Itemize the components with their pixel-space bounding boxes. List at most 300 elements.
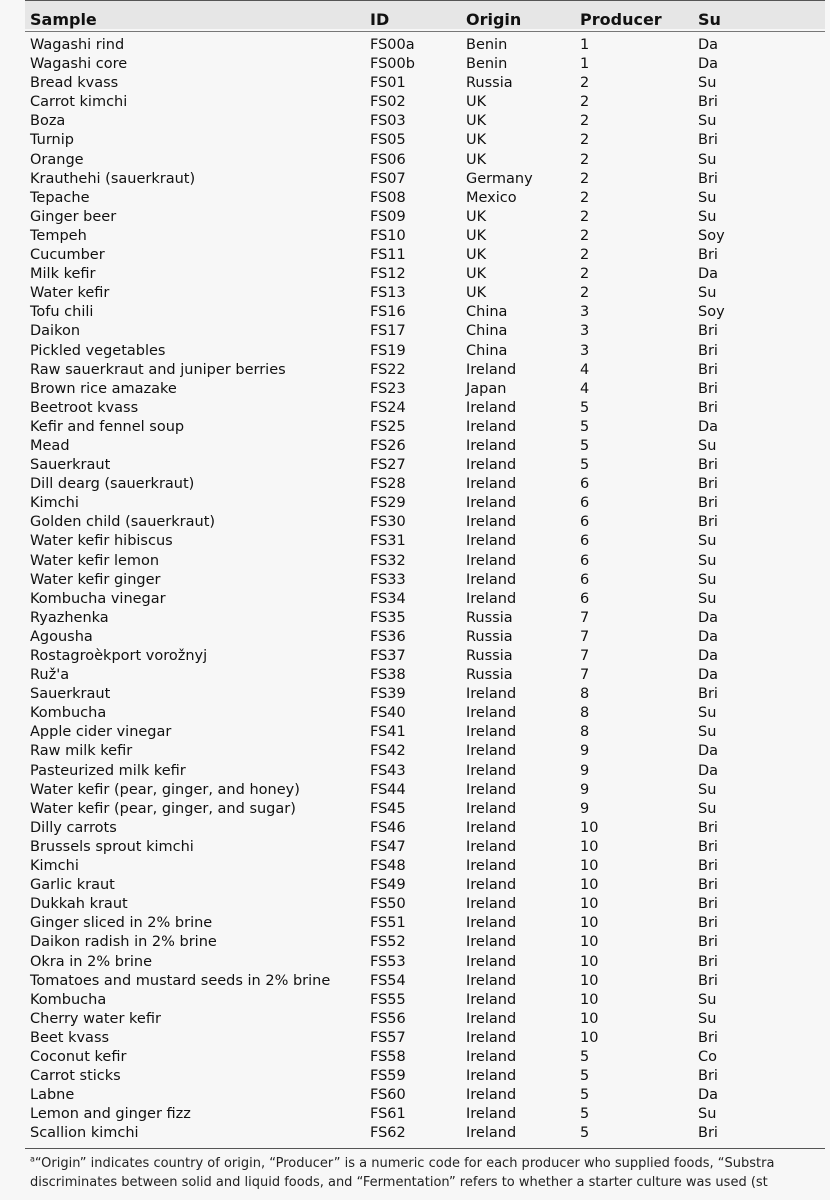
cell-origin: Ireland <box>466 953 517 970</box>
cell-sample: Tempeh <box>30 227 87 244</box>
cell-substrate: Da <box>698 648 719 664</box>
cell-producer: 2 <box>580 266 590 283</box>
cell-origin: Ireland <box>466 457 517 474</box>
table-row <box>25 361 825 380</box>
cell-id: FS42 <box>370 743 406 760</box>
cell-substrate: Da <box>698 37 719 53</box>
table-row <box>25 742 825 761</box>
cell-id: FS60 <box>370 1087 406 1104</box>
cell-id: FS25 <box>370 418 406 435</box>
cell-id: FS58 <box>370 1048 406 1065</box>
table-bottom-rule <box>25 1148 825 1149</box>
table-row <box>25 628 825 647</box>
cell-id: FS12 <box>370 266 406 283</box>
cell-origin: Ireland <box>466 437 517 454</box>
cell-origin: Ireland <box>466 514 517 531</box>
table-row <box>25 475 825 494</box>
table-row <box>25 1086 825 1105</box>
cell-id: FS57 <box>370 1029 406 1046</box>
cell-sample: Carrot kimchi <box>30 94 128 111</box>
cell-sample: Kombucha vinegar <box>30 590 166 607</box>
cell-producer: 10 <box>580 877 599 894</box>
cell-substrate: Bri <box>698 934 718 951</box>
cell-substrate: Su <box>698 724 717 741</box>
cell-substrate: Su <box>698 1010 717 1027</box>
cell-substrate: Bri <box>698 686 718 703</box>
cell-origin: Japan <box>466 380 507 397</box>
cell-producer: 6 <box>580 476 590 493</box>
cell-sample: Lemon and ginger fizz <box>30 1106 191 1123</box>
cell-origin: Ireland <box>466 781 517 798</box>
cell-producer: 5 <box>580 1048 590 1065</box>
cell-producer: 2 <box>580 189 590 206</box>
cell-sample: Raw milk kefir <box>30 743 133 760</box>
cell-id: FS24 <box>370 399 406 416</box>
cell-sample: Ginger sliced in 2% brine <box>30 915 213 932</box>
table-row <box>25 933 825 952</box>
cell-producer: 10 <box>580 972 599 989</box>
cell-producer: 9 <box>580 781 590 798</box>
cell-id: FS01 <box>370 75 406 92</box>
cell-sample: Kimchi <box>30 858 79 875</box>
cell-sample: Tofu chili <box>30 304 94 321</box>
cell-sample: Water kefir (pear, ginger, and sugar) <box>30 800 296 817</box>
cell-origin: Ireland <box>466 858 517 875</box>
table-row <box>25 991 825 1010</box>
cell-id: FS40 <box>370 705 406 722</box>
cell-substrate: Bri <box>698 247 718 264</box>
cell-id: FS51 <box>370 915 406 932</box>
cell-id: FS16 <box>370 304 406 321</box>
table-row <box>25 74 825 93</box>
cell-sample: Dukkah kraut <box>30 896 128 913</box>
cell-id: FS23 <box>370 380 406 397</box>
cell-sample: Golden child (sauerkraut) <box>30 514 216 531</box>
cell-origin: Russia <box>466 609 513 626</box>
cell-producer: 2 <box>580 227 590 244</box>
cell-id: FS61 <box>370 1106 406 1123</box>
table-footnote <box>30 1154 830 1192</box>
cell-substrate: Bri <box>698 342 718 359</box>
cell-id: FS54 <box>370 972 406 989</box>
table-row <box>25 342 825 361</box>
cell-producer: 4 <box>580 380 590 397</box>
cell-substrate: Su <box>698 571 717 588</box>
cell-id: FS59 <box>370 1068 406 1085</box>
cell-substrate: Bri <box>698 323 718 340</box>
cell-sample: Milk kefir <box>30 266 96 283</box>
cell-sample: Water kefir (pear, ginger, and honey) <box>30 781 300 798</box>
cell-id: FS50 <box>370 896 406 913</box>
cell-substrate: Bri <box>698 877 718 894</box>
cell-origin: Germany <box>466 170 533 187</box>
cell-origin: Russia <box>466 667 513 684</box>
cell-substrate: Da <box>698 743 719 760</box>
table-row <box>25 456 825 475</box>
cell-substrate: Su <box>698 189 717 206</box>
cell-producer: 9 <box>580 762 590 779</box>
cell-sample: Water kefir <box>30 285 110 302</box>
cell-origin: Ireland <box>466 1048 517 1065</box>
cell-substrate: Su <box>698 991 717 1008</box>
cell-origin: Ireland <box>466 571 517 588</box>
cell-producer: 5 <box>580 1106 590 1123</box>
cell-id: FS36 <box>370 628 406 645</box>
cell-substrate: Su <box>698 75 717 92</box>
table-row <box>25 1029 825 1048</box>
cell-id: FS62 <box>370 1125 406 1142</box>
cell-substrate: Su <box>698 437 717 454</box>
table-row <box>25 227 825 246</box>
cell-sample: Ginger beer <box>30 208 117 225</box>
cell-sample: Sauerkraut <box>30 686 111 703</box>
cell-producer: 5 <box>580 418 590 435</box>
cell-sample: Carrot sticks <box>30 1068 121 1085</box>
cell-substrate: Su <box>698 208 717 225</box>
cell-origin: Benin <box>466 37 508 53</box>
table-row <box>25 284 825 303</box>
cell-substrate: Bri <box>698 819 718 836</box>
cell-producer: 7 <box>580 667 590 684</box>
cell-producer: 5 <box>580 457 590 474</box>
table-top-rule <box>25 0 825 1</box>
cell-id: FS48 <box>370 858 406 875</box>
cell-id: FS38 <box>370 667 406 684</box>
table-row <box>25 781 825 800</box>
table-row <box>25 876 825 895</box>
cell-sample: Apple cider vinegar <box>30 724 172 741</box>
table-row <box>25 246 825 265</box>
cell-origin: Ireland <box>466 552 517 569</box>
cell-substrate: Da <box>698 266 719 283</box>
cell-origin: Ireland <box>466 800 517 817</box>
cell-origin: Ireland <box>466 724 517 741</box>
footnote-text-1: “Origin” indicates country of origin, “Producer” is a numeric code for each producer who supplied foods, “Substra <box>34 1156 775 1171</box>
cell-id: FS46 <box>370 819 406 836</box>
cell-producer: 5 <box>580 437 590 454</box>
cell-id: FS06 <box>370 151 406 168</box>
cell-origin: Russia <box>466 75 513 92</box>
cell-producer: 10 <box>580 953 599 970</box>
cell-origin: China <box>466 323 508 340</box>
cell-substrate: Bri <box>698 495 718 512</box>
table-row <box>25 953 825 972</box>
header-sample: Sample <box>30 10 97 29</box>
table-row <box>25 704 825 723</box>
cell-producer: 1 <box>580 56 590 73</box>
cell-substrate: Da <box>698 56 719 73</box>
cell-sample: Garlic kraut <box>30 877 115 894</box>
cell-producer: 2 <box>580 113 590 130</box>
cell-producer: 2 <box>580 285 590 302</box>
cell-origin: Ireland <box>466 533 517 550</box>
table-row <box>25 36 825 55</box>
cell-id: FS47 <box>370 838 406 855</box>
cell-producer: 8 <box>580 724 590 741</box>
cell-producer: 2 <box>580 132 590 149</box>
footnote-marker: a <box>30 1154 35 1164</box>
cell-id: FS43 <box>370 762 406 779</box>
cell-origin: UK <box>466 227 487 244</box>
cell-id: FS44 <box>370 781 406 798</box>
cell-id: FS26 <box>370 437 406 454</box>
table-row <box>25 895 825 914</box>
footnote-line-2: discriminates between solid and liquid foods, and “Fermentation” refers to whether a starter culture was used (st <box>30 1175 768 1190</box>
cell-substrate: Bri <box>698 896 718 913</box>
cell-origin: China <box>466 304 508 321</box>
cell-producer: 2 <box>580 170 590 187</box>
cell-sample: Sauerkraut <box>30 457 111 474</box>
cell-origin: Ireland <box>466 1106 517 1123</box>
cell-producer: 5 <box>580 1087 590 1104</box>
cell-sample: Ryazhenka <box>30 609 109 626</box>
cell-substrate: Da <box>698 762 719 779</box>
cell-substrate: Su <box>698 151 717 168</box>
cell-id: FS33 <box>370 571 406 588</box>
cell-id: FS56 <box>370 1010 406 1027</box>
cell-producer: 2 <box>580 208 590 225</box>
cell-sample: Beet kvass <box>30 1029 110 1046</box>
cell-producer: 6 <box>580 533 590 550</box>
table-row <box>25 609 825 628</box>
cell-substrate: Bri <box>698 1125 718 1142</box>
cell-substrate: Bri <box>698 915 718 932</box>
cell-sample: Krauthehi (sauerkraut) <box>30 170 196 187</box>
table-row <box>25 914 825 933</box>
cell-producer: 6 <box>580 552 590 569</box>
cell-substrate: Su <box>698 533 717 550</box>
table-row <box>25 666 825 685</box>
cell-sample: Kombucha <box>30 705 107 722</box>
cell-id: FS02 <box>370 94 406 111</box>
cell-origin: Russia <box>466 648 513 664</box>
cell-substrate: Da <box>698 628 719 645</box>
cell-sample: Bread kvass <box>30 75 119 92</box>
cell-origin: Ireland <box>466 705 517 722</box>
cell-substrate: Bri <box>698 858 718 875</box>
cell-origin: China <box>466 342 508 359</box>
cell-sample: Wagashi rind <box>30 37 125 53</box>
cell-id: FS08 <box>370 189 406 206</box>
cell-id: FS05 <box>370 132 406 149</box>
table-body <box>25 36 825 1143</box>
cell-id: FS11 <box>370 247 406 264</box>
cell-producer: 4 <box>580 361 590 378</box>
cell-substrate: Su <box>698 285 717 302</box>
cell-substrate: Da <box>698 1087 719 1104</box>
table-row <box>25 1067 825 1086</box>
cell-origin: UK <box>466 132 487 149</box>
cell-sample: Agousha <box>30 628 93 645</box>
cell-sample: Orange <box>30 151 84 168</box>
cell-id: FS10 <box>370 227 406 244</box>
table-row <box>25 685 825 704</box>
cell-producer: 2 <box>580 75 590 92</box>
cell-origin: Ireland <box>466 838 517 855</box>
cell-id: FS37 <box>370 648 406 664</box>
footnote-line-1 <box>30 1154 830 1173</box>
cell-substrate: Bri <box>698 361 718 378</box>
table-row <box>25 418 825 437</box>
cell-origin: Ireland <box>466 399 517 416</box>
cell-id: FS00a <box>370 37 415 53</box>
cell-sample: Pickled vegetables <box>30 342 166 359</box>
cell-sample: Tomatoes and mustard seeds in 2% brine <box>30 972 331 989</box>
table-row <box>25 819 825 838</box>
cell-origin: Ireland <box>466 743 517 760</box>
cell-id: FS35 <box>370 609 406 626</box>
cell-sample: Coconut kefir <box>30 1048 127 1065</box>
cell-origin: UK <box>466 151 487 168</box>
cell-origin: Benin <box>466 56 508 73</box>
cell-substrate: Bri <box>698 170 718 187</box>
table-row <box>25 552 825 571</box>
cell-id: FS22 <box>370 361 406 378</box>
cell-sample: Brown rice amazake <box>30 380 177 397</box>
cell-producer: 6 <box>580 514 590 531</box>
cell-origin: UK <box>466 285 487 302</box>
cell-sample: Labne <box>30 1087 75 1104</box>
cell-substrate: Bri <box>698 514 718 531</box>
cell-substrate: Su <box>698 1106 717 1123</box>
cell-substrate: Bri <box>698 1068 718 1085</box>
table-row <box>25 170 825 189</box>
table-row <box>25 647 825 666</box>
cell-producer: 7 <box>580 648 590 664</box>
cell-origin: Russia <box>466 628 513 645</box>
cell-origin: Ireland <box>466 896 517 913</box>
cell-sample: Raw sauerkraut and juniper berries <box>30 361 286 378</box>
header-id: ID <box>370 10 390 29</box>
cell-id: FS30 <box>370 514 406 531</box>
cell-sample: Tepache <box>30 189 90 206</box>
header-origin: Origin <box>466 10 522 29</box>
cell-origin: Mexico <box>466 189 517 206</box>
cell-id: FS39 <box>370 686 406 703</box>
cell-producer: 7 <box>580 609 590 626</box>
cell-producer: 9 <box>580 743 590 760</box>
table-row <box>25 208 825 227</box>
table-row <box>25 972 825 991</box>
cell-producer: 6 <box>580 495 590 512</box>
cell-origin: Ireland <box>466 1029 517 1046</box>
cell-sample: Boza <box>30 113 66 130</box>
table-row <box>25 723 825 742</box>
cell-producer: 5 <box>580 1068 590 1085</box>
cell-producer: 10 <box>580 934 599 951</box>
cell-origin: Ireland <box>466 877 517 894</box>
table-row <box>25 112 825 131</box>
cell-origin: Ireland <box>466 1087 517 1104</box>
cell-id: FS45 <box>370 800 406 817</box>
table-row <box>25 1105 825 1124</box>
table-row <box>25 303 825 322</box>
table-row <box>25 151 825 170</box>
cell-sample: Wagashi core <box>30 56 128 73</box>
cell-origin: Ireland <box>466 762 517 779</box>
cell-id: FS32 <box>370 552 406 569</box>
cell-origin: Ireland <box>466 915 517 932</box>
cell-id: FS34 <box>370 590 406 607</box>
table-row <box>25 590 825 609</box>
cell-sample: Turnip <box>30 132 74 149</box>
table-row <box>25 1010 825 1029</box>
cell-producer: 2 <box>580 151 590 168</box>
cell-producer: 6 <box>580 571 590 588</box>
cell-sample: Daikon radish in 2% brine <box>30 934 217 951</box>
cell-id: FS29 <box>370 495 406 512</box>
cell-sample: Okra in 2% brine <box>30 953 153 970</box>
table-row <box>25 93 825 112</box>
cell-id: FS27 <box>370 457 406 474</box>
cell-producer: 1 <box>580 37 590 53</box>
table-row <box>25 532 825 551</box>
cell-substrate: Bri <box>698 838 718 855</box>
cell-producer: 3 <box>580 323 590 340</box>
cell-id: FS41 <box>370 724 406 741</box>
table-row <box>25 189 825 208</box>
cell-id: FS53 <box>370 953 406 970</box>
table-row <box>25 800 825 819</box>
cell-substrate: Bri <box>698 1029 718 1046</box>
table-row <box>25 322 825 341</box>
cell-substrate: Su <box>698 552 717 569</box>
cell-origin: Ireland <box>466 1010 517 1027</box>
cell-id: FS17 <box>370 323 406 340</box>
cell-id: FS19 <box>370 342 406 359</box>
cell-producer: 5 <box>580 399 590 416</box>
cell-substrate: Bri <box>698 953 718 970</box>
table-header-rule <box>25 31 825 32</box>
cell-id: FS07 <box>370 170 406 187</box>
cell-sample: Ruž'a <box>30 667 70 684</box>
cell-producer: 2 <box>580 94 590 111</box>
cell-producer: 8 <box>580 705 590 722</box>
cell-producer: 3 <box>580 304 590 321</box>
cell-id: FS13 <box>370 285 406 302</box>
header-substrate: Su <box>698 10 721 29</box>
table-row <box>25 265 825 284</box>
cell-sample: Daikon <box>30 323 81 340</box>
cell-origin: Ireland <box>466 972 517 989</box>
cell-substrate: Soy <box>698 227 725 244</box>
cell-sample: Mead <box>30 437 70 454</box>
cell-sample: Water kefir ginger <box>30 571 161 588</box>
cell-sample: Cherry water kefir <box>30 1010 161 1027</box>
cell-substrate: Su <box>698 800 717 817</box>
cell-origin: Ireland <box>466 1125 517 1142</box>
cell-substrate: Bri <box>698 399 718 416</box>
cell-producer: 10 <box>580 838 599 855</box>
table-row <box>25 437 825 456</box>
table-row <box>25 762 825 781</box>
table-row <box>25 838 825 857</box>
cell-producer: 10 <box>580 991 599 1008</box>
cell-origin: UK <box>466 208 487 225</box>
header-producer: Producer <box>580 10 662 29</box>
cell-sample: Scallion kimchi <box>30 1125 139 1142</box>
cell-origin: Ireland <box>466 819 517 836</box>
cell-substrate: Bri <box>698 94 718 111</box>
cell-origin: Ireland <box>466 1068 517 1085</box>
table-row <box>25 1048 825 1067</box>
cell-substrate: Soy <box>698 304 725 321</box>
cell-sample: Kombucha <box>30 991 107 1008</box>
cell-producer: 9 <box>580 800 590 817</box>
cell-substrate: Bri <box>698 457 718 474</box>
cell-id: FS55 <box>370 991 406 1008</box>
cell-substrate: Bri <box>698 476 718 493</box>
